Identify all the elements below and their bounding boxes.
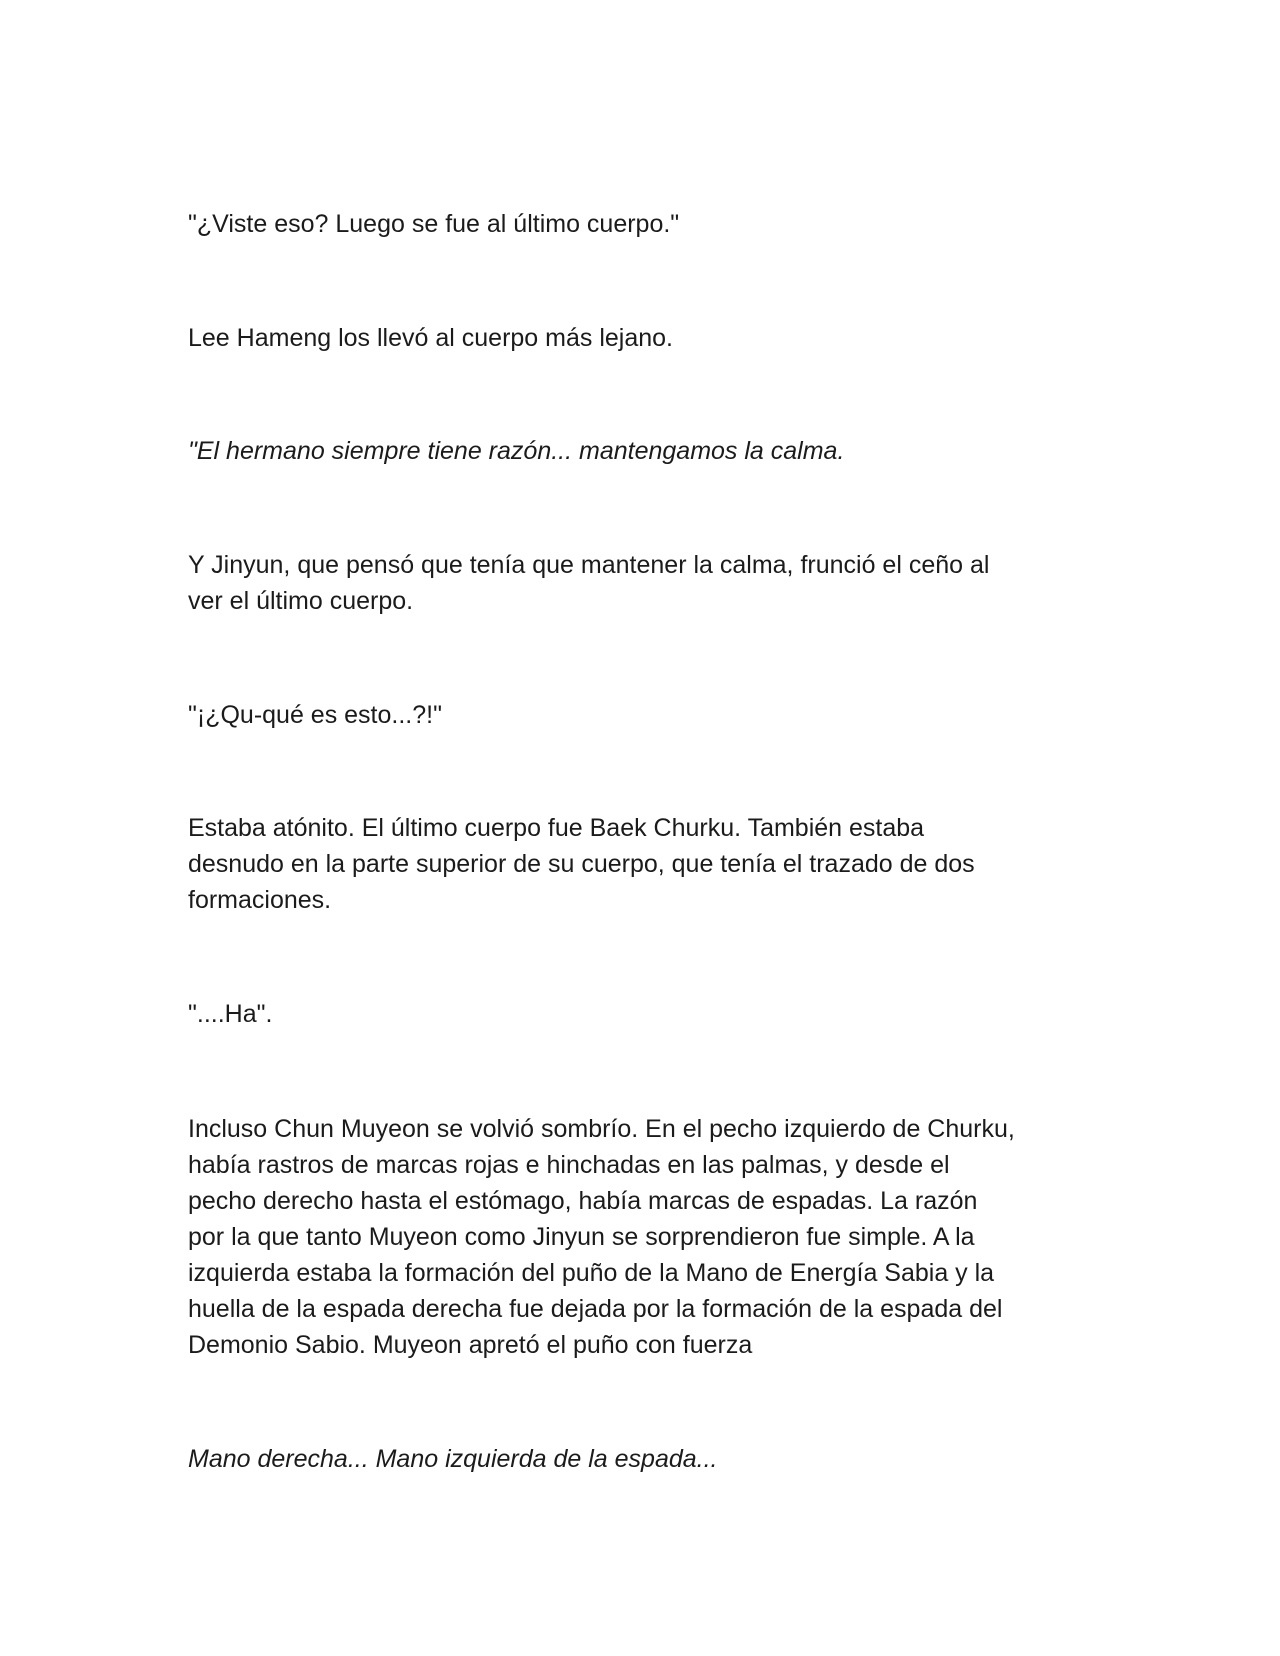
paragraph-chun-muyeon: Incluso Chun Muyeon se volvió sombrío. En el pecho izquierdo de Churku, había rastros de marcas rojas e hinchadas en las palmas, y desde el pecho derecho hasta el estómago, había marcas de espadas. La razón por la que tanto Muyeon como Jinyun se sorprendieron fue simple. A la izquierda estaba la formación del puño de la Mano de Energía Sabia y la huella de la espada derecha fue dejada por la formación de la espada del Demonio Sabio. Muyeon apretó el puño con fuerza [188, 1115, 1015, 1359]
paragraph-thought-hermano: "El hermano siempre tiene razón... mantengamos la calma. [188, 437, 845, 465]
paragraph-dialogue-viste-eso: "¿Viste eso? Luego se fue al último cuerpo." [188, 210, 680, 238]
paragraph-jinyun: Y Jinyun, que pensó que tenía que mantener la calma, frunció el ceño al ver el último cuerpo. [188, 551, 990, 615]
paragraph-baek-churku: Estaba atónito. El último cuerpo fue Baek Churku. También estaba desnudo en la parte superior de su cuerpo, que tenía el trazado de dos formaciones. [188, 814, 975, 914]
paragraph-dialogue-ha: "....Ha". [188, 1000, 273, 1028]
paragraph-thought-mano-derecha: Mano derecha... Mano izquierda de la espada... [188, 1445, 718, 1473]
paragraph-lee-hameng: Lee Hameng los llevó al cuerpo más lejano. [188, 324, 673, 352]
paragraph-dialogue-que-es-esto: "¡¿Qu-qué es esto...?!" [188, 701, 442, 729]
